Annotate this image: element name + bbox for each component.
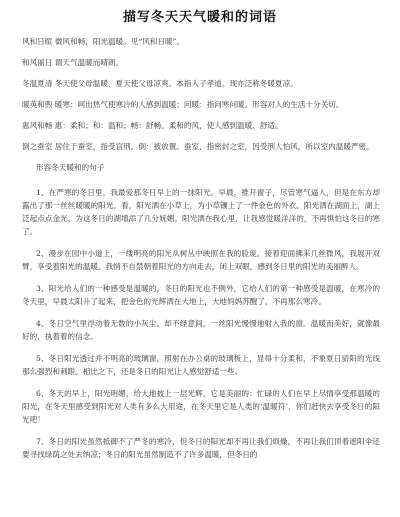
idiom-entry-2: 和风丽日 谓天气温暖而晴朗。: [22, 58, 124, 67]
document-body: [22, 36, 380, 470]
sentence-paragraph-7: 7、冬日的阳光虽然抵御不了严冬的寒冷，但冬日的阳光却不再让我们烦燥，不再让我们顶着遮阳伞还要寻找绿荫之处去纳凉；冬日的阳光虽然制造不了许多温暖，但冬日的: [22, 437, 380, 459]
sentence-paragraph-2: 2、漫步在园中小道上，一缕明亮的阳光从树丛中映照在我的脸庞。接着迎面拂来几丝微风，我展开双臂，享受着阳光的温暖。我悄不自禁朝着阳光的方向走去，闭上双眼，感到冬日里的阳光的美丽醉人。: [22, 249, 380, 271]
idiom-entry-1: 风和日暄 微风和畅，阳光温暖。见“风和日暖”。: [22, 37, 185, 46]
sentence-paragraph-1: 1、在严寒的冬日里，我最爱那冬日早上的一抹阳光。早晨，推开窗子，尽管寒气逼人，但是在东方却露出了那一丝丝暖暖的阳光。看，阳光洒在小草上，为小草镶上了一件金色的外衣。阳光洒在湖面上，湖上泛起点点金光，为这冬日的湖增添了几分妩媚。阳光洒在我心里，让我感觉暖洋洋的，不再惧怕这冬日的寒了。: [22, 188, 380, 236]
sentence-paragraph-3: 3、阳光给人们的一种感受是温暖的，冬日的阳光也不例外，它给人们的第一种感受是温暖，在寒冷的冬天里，早晨太阳升了起来，把金色的光辉洒在大地上，大地妈妈苏醒了，不再那么寒冷。: [22, 284, 380, 306]
idiom-entry-5: 惠风和畅 惠：柔和；和：温和；畅：舒畅。柔和的风，使人感到温暖、舒适。: [22, 121, 283, 130]
idiom-entry-6: 倒之蚕室 居住于蚕室，指受宫刑。倒：被放置。蚕室，指密封之室，因受刑人怕风，所以室内温暖严密。: [22, 142, 374, 151]
section-subheading: 形容冬天暖和的句子: [36, 163, 105, 172]
idiom-entry-3: 冬温夏清 冬天使父母温暖，夏天使父母凉爽。本指人子孝道。现亦泛称冬暖夏凉。: [22, 79, 298, 88]
sentence-paragraph-4: 4、冬日空气里浮动着无数的小灰尘。却不经意间，一丝阳光慢慢地射入我的窗。温暖而美好，就像最好的，执着着的信念。: [22, 319, 380, 341]
page-title: 描写冬天天气暖和的词语: [122, 10, 277, 25]
idiom-entry-4: 暖英和煦 暖寒：呵出热气使寒冷的人感到温暖；问暖：指问寒问暖。形容对人的生活十分关切。: [22, 100, 344, 109]
sentence-paragraph-5: 5、冬日阳光透过并不明亮的玻璃窗，照射在办公桌的玻璃板上，显得十分柔和，不象夏日骄阳的光线那么强烈和刺眼。相比之下，还是冬日的阳光让人感觉舒适一些。: [22, 354, 380, 376]
sentence-paragraph-6: 6、冬天的早上，阳光明媚，给大地披上一层光辉，它是美丽的：忙碌的人们在早上尽情享受那温暖的阳光，在冬天里感受到阳光对人类有多么大用途，在冬天里它是人类的‘温暖符’，你们赶快去享受冬日的阳光吧！: [22, 389, 380, 424]
